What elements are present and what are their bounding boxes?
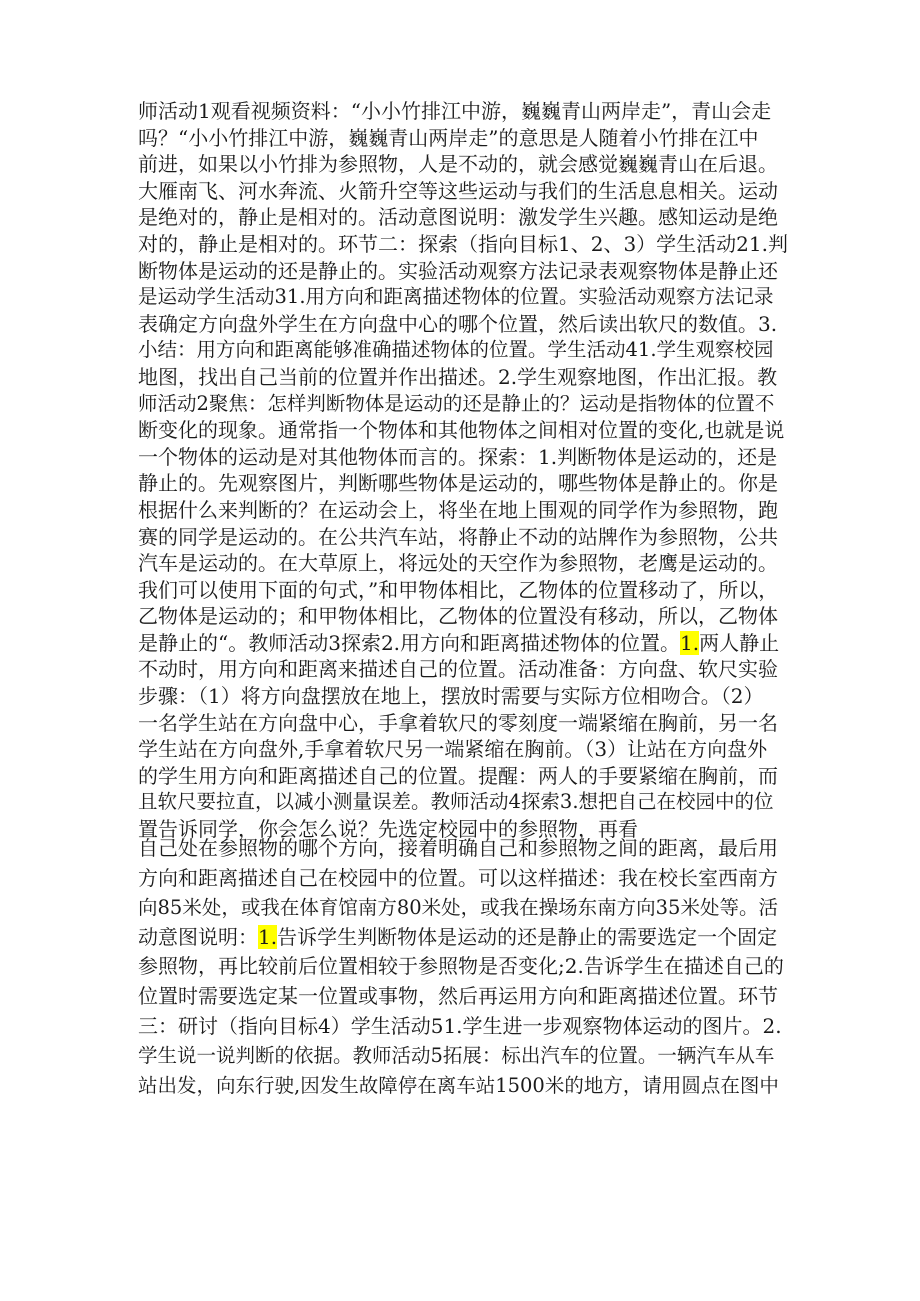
text-segment: 是静止的“。教师活动3探索2.用方向和距离描述物体的位置。 <box>138 630 681 655</box>
text-line: 大雁南飞、河水奔流、火箭升空等这些运动与我们的生活息息相关。运动 <box>138 178 778 203</box>
text-line: 小结：用方向和距离能够准确描述物体的位置。学生活动41.学生观察校园 <box>138 338 774 362</box>
text-line: 置告诉同学，你会怎么说？先选定校园中的参照物，再看 <box>138 817 638 842</box>
text-line: 参照物，再比较前后位置相较于参照物是否变化;2.告诉学生在描述自己的 <box>138 954 784 979</box>
text-segment: 告诉学生判断物体是运动的还是静止的需要选定一个固定 <box>277 924 778 949</box>
text-line: 是绝对的，静止是相对的。活动意图说明：激发学生兴趣。感知运动是绝 <box>138 205 778 230</box>
text-line: 一个物体的运动是对其他物体而言的。探索：1.判断物体是运动的，还是 <box>138 444 778 469</box>
text-segment: 两人静止 <box>699 630 780 655</box>
text-line: 根据什么来判断的？在运动会上，将坐在地上围观的同学作为参照物，跑 <box>138 497 778 522</box>
text-line: 一名学生站在方向盘中心，手拿着软尺的零刻度一端紧缩在胸前，另一名 <box>138 710 778 735</box>
text-line: 断变化的现象。通常指一个物体和其他物体之间相对位置的变化,也就是说 <box>138 418 785 443</box>
text-line: 对的，静止是相对的。环节二：探索（指向目标1、2、3）学生活动21.判 <box>138 231 788 256</box>
text-line: 步骤：（1）将方向盘摆放在地上，摆放时需要与实际方位相吻合。（2） <box>138 684 764 709</box>
text-line: 学生说一说判断的依据。教师活动5拓展：标出汽车的位置。一辆汽车从车 <box>138 1044 775 1068</box>
text-line: 地图，找出自己当前的位置并作出描述。2.学生观察地图，作出汇报。教 <box>138 364 778 389</box>
text-line: 是运动学生活动31.用方向和距离描述物体的位置。实验活动观察方法记录 <box>138 285 774 309</box>
text-line: 师活动2聚焦：怎样判断物体是运动的还是静止的？运动是指物体的位置不 <box>138 391 775 415</box>
text-line: 我们可以使用下面的句式，”和甲物体相比，乙物体的位置移动了，所以， <box>138 577 779 602</box>
text-line: 方向和距离描述自己在校园中的位置。可以这样描述：我在校长室西南方 <box>138 865 778 890</box>
text-line: 乙物体是运动的；和甲物体相比，乙物体的位置没有移动，所以，乙物体 <box>138 604 778 629</box>
highlight-mark: 1. <box>258 924 278 949</box>
text-line: 位置时需要选定某一位置或事物，然后再运用方向和距离描述位置。环节 <box>138 983 778 1008</box>
text-line: 不动时，用方向和距离来描述自己的位置。活动准备：方向盘、软尺实验 <box>138 657 778 682</box>
text-line: 静止的。先观察图片，判断哪些物体是运动的，哪些物体是静止的。你是 <box>138 471 778 496</box>
highlight-mark: 1. <box>680 630 700 655</box>
text-line: 且软尺要拉直，以减小测量误差。教师活动4探索3.想把自己在校园中的位 <box>138 790 774 814</box>
text-line: 汽车是运动的。在大草原上，将远处的天空作为参照物，老鹰是运动的。 <box>138 551 778 576</box>
text-line: 三：研讨（指向目标4）学生活动51.学生进一步观察物体运动的图片。2. <box>138 1013 782 1038</box>
text-segment: 动意图说明： <box>138 924 258 949</box>
text-line: 师活动1观看视频资料：“小小竹排江中游，巍巍青山两岸走”，青山会走 <box>138 99 772 123</box>
text-line: 表确定方向盘外学生在方向盘中心的哪个位置，然后读出软尺的数值。3. <box>138 311 778 336</box>
text-line: 吗？“小小竹排江中游，巍巍青山两岸走”的意思是人随着小竹排在江中 <box>138 125 759 150</box>
text-line: 断物体是运动的还是静止的。实验活动观察方法记录表观察物体是静止还 <box>138 258 778 283</box>
text-line: 学生站在方向盘外,手拿着软尺另一端紧缩在胸前。（3）让站在方向盘外 <box>138 737 768 762</box>
text-line: 赛的同学是运动的。在公共汽车站，将静止不动的站牌作为参照物，公共 <box>138 524 778 549</box>
text-line: 前进，如果以小竹排为参照物，人是不动的，就会感觉巍巍青山在后退。 <box>138 152 778 177</box>
text-line: 站出发，向东行驶,因发生故障停在离车站1500米的地方，请用圆点在图中 <box>138 1073 779 1097</box>
text-line-highlighted <box>138 923 788 953</box>
text-line: 向85米处，或我在体育馆南方80米处，或我在操场东南方向35米处等。活 <box>138 896 778 920</box>
paragraph-upper <box>138 98 788 843</box>
paragraph-lower <box>138 834 788 1100</box>
text-line-highlighted <box>138 630 788 657</box>
text-line: 自己处在参照物的哪个方向，接着明确自己和参照物之间的距离，最后用 <box>138 836 778 860</box>
text-line: 的学生用方向和距离描述自己的位置。提醒：两人的手要紧缩在胸前，而 <box>138 763 778 788</box>
